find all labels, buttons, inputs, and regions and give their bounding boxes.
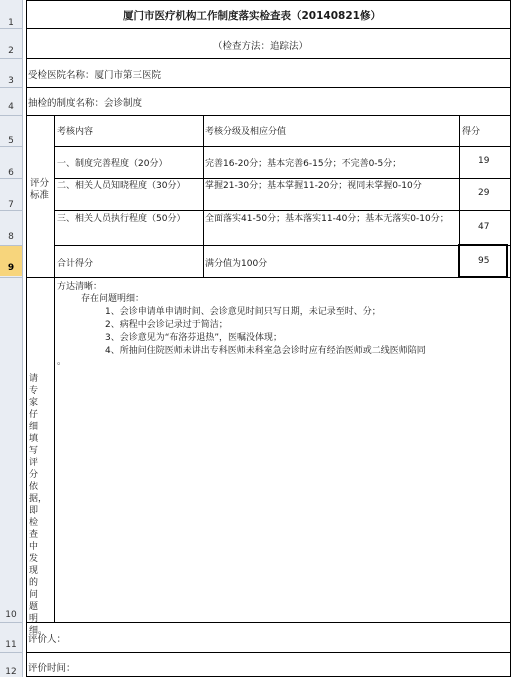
total-score[interactable]: 95 xyxy=(478,256,490,266)
row-number-12[interactable]: 12 xyxy=(5,667,17,677)
header-score[interactable]: 得分 xyxy=(462,127,481,137)
score-standard-label[interactable]: 评分标准 xyxy=(30,178,50,201)
row2-score[interactable]: 29 xyxy=(478,188,490,198)
row-number-5[interactable]: 5 xyxy=(8,136,14,146)
notes-item3[interactable]: 3、会诊意见为“布洛芬退热”，医嘱没体现； xyxy=(105,333,283,343)
header-grading[interactable]: 考核分级及相应分值 xyxy=(205,127,287,137)
row-header-column xyxy=(0,0,23,677)
row-number-11[interactable]: 11 xyxy=(5,640,17,650)
hospital-name[interactable]: 受检医院名称：厦门市第三医院 xyxy=(28,70,162,81)
notes-item1[interactable]: 1、会诊申请单申请时间、会诊意见时间只写日期，未记录至时、分； xyxy=(105,307,381,317)
expert-instruction-label[interactable]: 请专家仔细填写评分依据，即检查中发现的问题明细。 xyxy=(29,374,48,636)
system-name[interactable]: 抽检的制度名称：会诊制度 xyxy=(28,98,143,109)
evaluator-label[interactable]: 评价人： xyxy=(28,634,67,645)
row2-content[interactable]: 二、相关人员知晓程度（30分） xyxy=(57,181,186,191)
total-grading[interactable]: 满分值为100分 xyxy=(205,259,268,269)
row-number-7[interactable]: 7 xyxy=(8,200,14,210)
row-number-10[interactable]: 10 xyxy=(5,610,17,620)
inspection-method[interactable]: （检查方法：追踪法） xyxy=(213,41,309,52)
row3-content[interactable]: 三、相关人员执行程度（50分） xyxy=(57,214,186,224)
row3-score[interactable]: 47 xyxy=(478,222,490,232)
row-number-1[interactable]: 1 xyxy=(8,18,14,28)
notes-line2[interactable]: 存在问题明细： xyxy=(81,294,145,304)
notes-line1[interactable]: 方达清晰： xyxy=(57,282,103,292)
notes-tail[interactable]: 。 xyxy=(57,357,67,367)
row-number-8[interactable]: 8 xyxy=(8,232,14,242)
row3-grading[interactable]: 全面落实41-50分；基本落实11-40分；基本无落实0-10分； xyxy=(205,214,449,224)
row2-grading[interactable]: 掌握21-30分；基本掌握11-20分；视同未掌握0-10分 xyxy=(205,181,422,191)
total-label[interactable]: 合计得分 xyxy=(57,259,94,269)
header-content[interactable]: 考核内容 xyxy=(57,127,94,137)
row-number-4[interactable]: 4 xyxy=(8,102,14,112)
row-number-3[interactable]: 3 xyxy=(8,76,14,86)
row1-score[interactable]: 19 xyxy=(478,156,490,166)
row1-content[interactable]: 一、制度完善程度（20分） xyxy=(57,159,168,169)
row-number-2[interactable]: 2 xyxy=(8,46,14,56)
row1-grading[interactable]: 完善16-20分；基本完善6-15分；不完善0-5分； xyxy=(205,159,402,169)
worksheet-grid xyxy=(23,0,511,677)
row-number-6[interactable]: 6 xyxy=(8,168,14,178)
evaluation-time-label[interactable]: 评价时间： xyxy=(28,663,76,674)
notes-item4[interactable]: 4、所抽问住院医师未讲出专科医师未科室急会诊时应有经治医师或二线医师陪同 xyxy=(105,346,426,356)
notes-item2[interactable]: 2、病程中会诊记录过于简洁； xyxy=(105,320,228,330)
sheet-title[interactable]: 厦门市医疗机构工作制度落实检查表（20140821修） xyxy=(123,10,381,22)
row-number-9[interactable]: 9 xyxy=(0,246,22,276)
